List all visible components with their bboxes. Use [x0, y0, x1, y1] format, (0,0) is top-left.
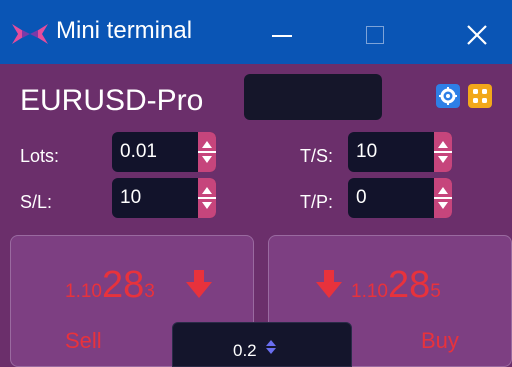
title-bar[interactable]: [0, 0, 512, 64]
lots-label: Lots:: [20, 146, 60, 166]
arrow-down-icon: [185, 268, 213, 300]
tp-label: T/P:: [300, 192, 334, 212]
chevron-up-icon: [202, 187, 212, 194]
chevron-down-icon: [438, 202, 448, 209]
chevron-down-icon: [438, 156, 448, 163]
sell-price: [65, 264, 155, 307]
chevron-up-icon: [438, 187, 448, 194]
info-display: [244, 74, 382, 120]
ts-stepper[interactable]: [434, 132, 452, 172]
sl-value: 10: [120, 187, 142, 208]
volume-input[interactable]: [172, 322, 352, 367]
buy-price: [351, 264, 441, 307]
sell-price-fraction: 3: [144, 281, 155, 302]
sl-input[interactable]: [112, 178, 216, 218]
lots-input[interactable]: [112, 132, 216, 172]
minimize-button[interactable]: [258, 14, 308, 54]
buy-price-prefix: 1.10: [351, 281, 388, 302]
lots-stepper[interactable]: [198, 132, 216, 172]
app-logo-icon: [12, 22, 48, 46]
maximize-icon: [366, 26, 384, 44]
sell-label: Sell: [65, 328, 102, 353]
chevron-down-icon: [202, 156, 212, 163]
settings-button[interactable]: [436, 84, 460, 108]
ts-input[interactable]: [348, 132, 452, 172]
window-title: Mini terminal: [56, 17, 193, 44]
grid-icon: [468, 84, 492, 108]
tp-input[interactable]: [348, 178, 452, 218]
buy-price-pips: 28: [387, 264, 431, 306]
up-down-arrows-icon[interactable]: [265, 339, 277, 355]
buy-label: Buy: [421, 328, 459, 353]
sl-stepper[interactable]: [198, 178, 216, 218]
buy-price-fraction: 5: [430, 281, 441, 302]
minimize-icon: [272, 35, 292, 37]
symbol-name: EURUSD-Pro: [20, 84, 204, 117]
tp-stepper[interactable]: [434, 178, 452, 218]
ts-value: 10: [356, 141, 378, 162]
sell-price-pips: 28: [101, 264, 145, 306]
expand-button[interactable]: [468, 84, 492, 108]
arrow-down-icon: [315, 268, 343, 300]
maximize-button[interactable]: [350, 14, 400, 54]
ts-label: T/S:: [300, 146, 334, 166]
gear-icon: [436, 84, 460, 108]
chevron-up-icon: [438, 141, 448, 148]
volume-value: 0.2: [233, 341, 257, 360]
chevron-up-icon: [202, 141, 212, 148]
lots-value: 0.01: [120, 141, 157, 162]
close-button[interactable]: [452, 14, 502, 54]
sl-label: S/L:: [20, 192, 53, 212]
sell-price-prefix: 1.10: [65, 281, 102, 302]
chevron-down-icon: [202, 202, 212, 209]
tp-value: 0: [356, 187, 367, 208]
close-icon: [466, 24, 488, 46]
